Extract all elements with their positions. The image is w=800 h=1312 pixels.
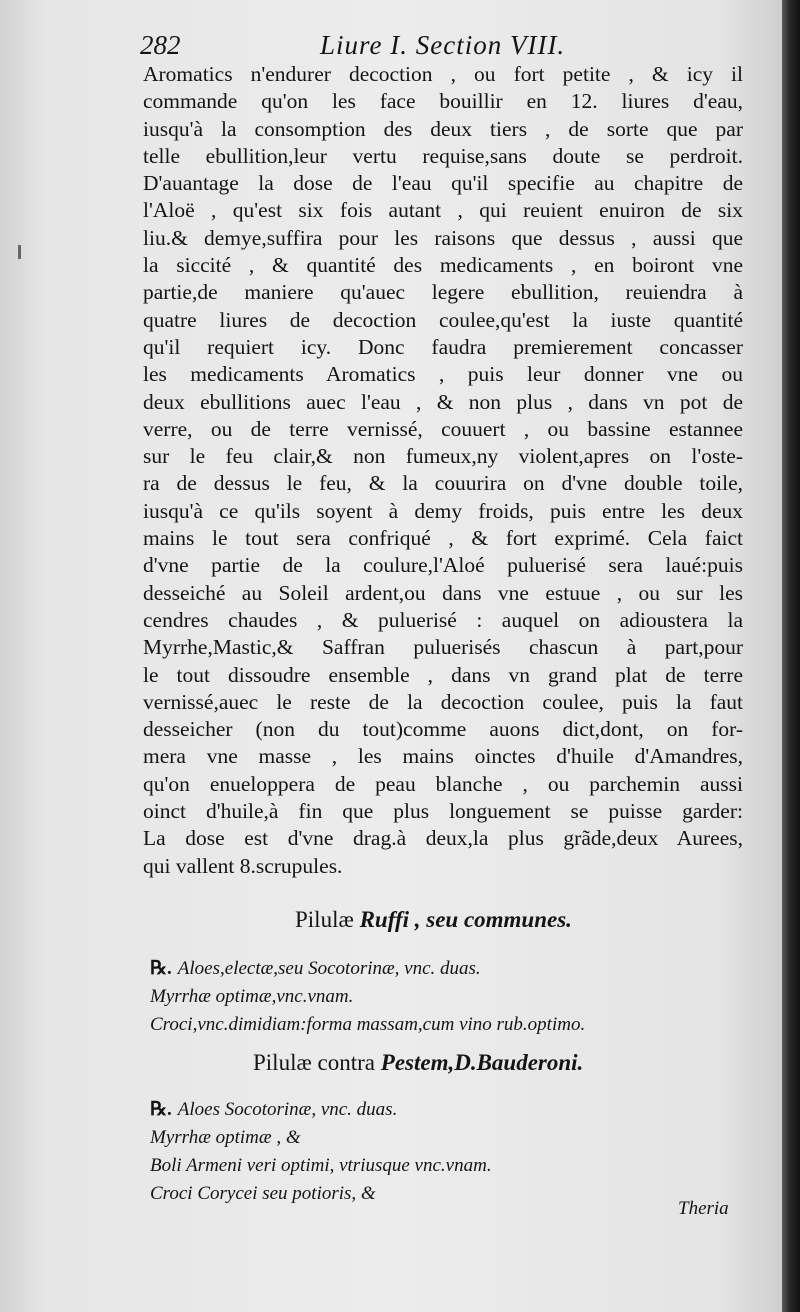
text-line: la siccité , & quantité des medicaments , en boiront vne — [143, 253, 743, 278]
text-line: quatre liures de decoction coulee,qu'est la iuste quantité — [143, 307, 743, 332]
text-line: liu.& demye,suffira pour les raisons que dessus , aussi que — [143, 225, 743, 250]
text-line: qu'il requiert icy. Donc faudra premierement concasser — [143, 334, 743, 359]
section-title-pilulae-contra-pestem — [253, 1050, 583, 1076]
recipe-line — [150, 1152, 492, 1180]
text-line: D'auantage la dose de l'eau qu'il specifie au chapitre de — [143, 171, 743, 196]
text-line: vernissé,auec le reste de la decoction coulee, puis la faut — [143, 689, 743, 714]
section-title-italic: Ruffi , seu communes. — [359, 907, 572, 932]
text-line: l'Aloë , qu'est six fois autant , qui reuient enuiron de six — [143, 198, 743, 223]
recipe-text: Croci,vnc.dimidiam:forma massam,cum vino rub.optimo. — [150, 1014, 586, 1035]
margin-mark — [18, 245, 21, 259]
text-line: cendres chaudes , & puluerisé : auquel on adioustera la — [143, 607, 743, 632]
text-line: iusqu'à ce qu'ils soyent à demy froids, puis entre les deux — [143, 498, 743, 523]
recipe-text: Aloes Socotorinæ, vnc. duas. — [177, 1099, 398, 1120]
recipe-text: Aloes,electæ,seu Socotorinæ, vnc. duas. — [177, 958, 481, 979]
body-paragraph — [143, 61, 743, 880]
text-line: desseiché au Soleil ardent,ou dans vne estuue , ou sur les — [143, 580, 743, 605]
text-line: commande qu'on les face bouillir en 12. liures d'eau, — [143, 89, 743, 114]
page-number: 282 — [140, 30, 181, 60]
text-line: mera vne masse , les mains oinctes d'huile d'Amandres, — [143, 744, 743, 769]
recipe-line — [150, 1096, 492, 1124]
section-title-pilulae-ruffi — [295, 907, 572, 933]
text-line: iusqu'à la consomption des deux tiers , de sorte que par — [143, 116, 743, 141]
recipe-text: Boli Armeni veri optimi, vtriusque vnc.vnam. — [150, 1155, 492, 1176]
recipe-text: Croci Corycei seu potioris, & — [150, 1183, 376, 1204]
recipe-line — [150, 983, 585, 1011]
page-edge-shadow — [782, 0, 800, 1312]
recipe-symbol: ℞. — [150, 1099, 172, 1120]
text-line: verre, ou de terre vernissé, couuert , ou bassine estannee — [143, 416, 743, 441]
section-title-roman: Pilulæ — [295, 907, 354, 932]
text-line: desseicher (non du tout)comme auons dict,dont, on for- — [143, 717, 743, 742]
text-line: partie,de maniere qu'auec legere ebullition, reuiendra à — [143, 280, 743, 305]
recipe-pilulae-ruffi — [150, 955, 585, 1039]
text-line: le tout dissoudre ensemble , dans vn grand plat de terre — [143, 662, 743, 687]
recipe-pilulae-contra-pestem — [150, 1096, 492, 1208]
recipe-text: Myrrhæ optimæ , & — [150, 1127, 301, 1148]
running-title: Liure I. Section VIII. — [320, 30, 566, 60]
text-line: mains le tout sera confriqué , & fort exprimé. Cela faict — [143, 526, 743, 551]
catchword: Theria — [678, 1198, 729, 1219]
text-line: les medicaments Aromatics , puis leur donner vne ou — [143, 362, 743, 387]
text-line: d'vne partie de la coulure,l'Aloé puluerisé sera laué:puis — [143, 553, 743, 578]
text-line: qui vallent 8.scrupules. — [143, 853, 343, 878]
text-line: oinct d'huile,à fin que plus longuement se puisse garder: — [143, 799, 743, 824]
section-title-roman: Pilulæ contra — [253, 1050, 376, 1075]
text-line: telle ebullition,leur vertu requise,sans doute se perdroit. — [143, 143, 743, 168]
text-line: Myrrhe,Mastic,& Saffran puluerisés chascun à part,pour — [143, 635, 743, 660]
text-line: deux ebullitions auec l'eau , & non plus , dans vn pot de — [143, 389, 743, 414]
recipe-line — [150, 955, 585, 983]
recipe-text: Myrrhæ optimæ,vnc.vnam. — [150, 986, 354, 1007]
recipe-line — [150, 1011, 585, 1039]
section-title-italic: Pestem,D.Bauderoni. — [380, 1050, 584, 1075]
text-line: La dose est d'vne drag.à deux,la plus grãde,deux Aurees, — [143, 826, 743, 851]
recipe-line — [150, 1124, 492, 1152]
text-line: Aromatics n'endurer decoction , ou fort petite , & icy il — [143, 62, 743, 86]
recipe-line — [150, 1180, 492, 1208]
text-line: sur le feu clair,& non fumeux,ny violent,apres on l'oste- — [143, 444, 743, 469]
recipe-symbol: ℞. — [150, 958, 172, 979]
text-line: ra de dessus le feu, & la couurira on d'vne double toile, — [143, 471, 743, 496]
text-line: qu'on enueloppera de peau blanche , ou parchemin aussi — [143, 771, 743, 796]
